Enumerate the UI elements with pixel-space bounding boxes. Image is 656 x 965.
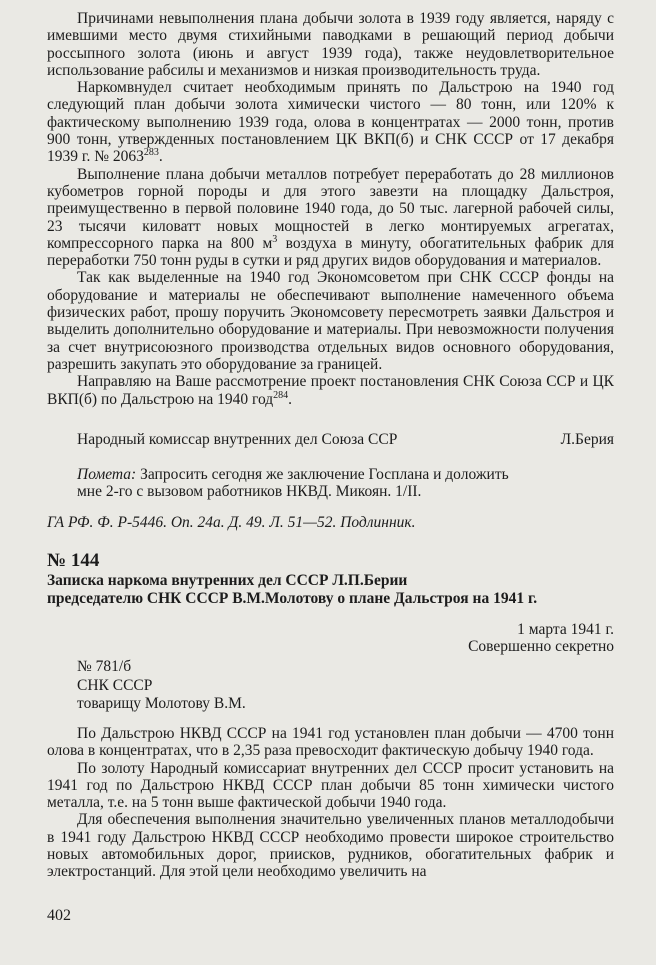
doc1-archive-source: ГА РФ. Ф. Р-5446. Оп. 24а. Д. 49. Л. 51—52. Подлинник.: [47, 514, 416, 531]
doc1-paragraph-1: Причинами невыполнения плана добычи золота в 1939 году является, наряду с имевшими место двумя стихийными паводками в решающий период добычи россыпного золота (июнь и август 1939 года), также неудовлетворительное использование рабсилы и механизмов и низкая производительность труда.: [47, 10, 614, 79]
doc-addressee: [77, 658, 246, 714]
doc1-paragraph-2: Наркомвнудел считает необходимым принять по Дальстрою на 1940 год следующий план добычи золота химически чистого — 80 тонн, или 120% к фактическому выполнению 1939 года, олова в концентратах — 2000 тонн, против 900 тонн, утвержденных постановлением ЦК ВКП(б) и СНК СССР от 17 декабря 1939 г. № 2063$^{283}$.: [47, 79, 614, 166]
doc-date-secrecy: [468, 621, 614, 656]
doc-number: № 144: [47, 550, 100, 571]
doc-secrecy: Совершенно секретно: [468, 638, 614, 656]
addressee-org: СНК СССР: [77, 676, 153, 694]
doc2-body: [47, 725, 614, 881]
doc1-body: [47, 10, 614, 408]
doc1-paragraph-4: Так как выделенные на 1940 год Экономсоветом при СНК СССР фонды на оборудование и материалы не обеспечивают выполнение намеченного объема физических работ, прошу поручить Экономсовету пересмотреть заявки Дальстроя и выделить дополнительно оборудование и материалы. При невозможности получения за счет внутрисоюзного производства отдельных видов основного оборудования, разрешить закупать это оборудование за границей.: [47, 269, 614, 373]
doc2-paragraph-2: По золоту Народный комиссариат внутренних дел СССР просит установить на 1941 год по Дальстрою НКВД СССР план добычи 85 тонн химически чистого металла, т.е. на 5 тонн выше фактической добычи 1940 года.: [47, 759, 614, 812]
addressee-person: товарищу Молотову В.М.: [77, 695, 246, 713]
signatory-title: Народный комиссар внутренних дел Союза ССР: [77, 431, 398, 448]
doc1-paragraph-3: Выполнение плана добычи металлов потребует переработать до 28 миллионов кубометров горной породы и для этого завезти на площадку Дальстроя, преимущественно в первой половине 1940 года, до 50 тыс. лагерной рабочей силы, 23 тысячи киловатт новых мощностей в легко монтируемых агрегатах, компрессорного парка на 800 $м^3$ воздуха в минуту, обогатительных фабрик для переработки 750 тонн руды в сутки и ряд других видов оборудования и материалов.: [47, 165, 614, 270]
registration-number: № 781/б: [77, 658, 132, 675]
signatory-name: Л.Берия: [560, 431, 614, 448]
doc2-paragraph-3: Для обеспечения выполнения значительно увеличенных планов металлодобычи в 1941 году Дальстрою НКВД СССР необходимо провести широкое строительство новых автомобильных дорог, приисков, рудников, обогатительных фабрик и электростанций. Для этой цели необходимо увеличить на: [47, 811, 614, 881]
doc-title: Записка наркома внутренних дел СССР Л.П.Берии председателю СНК СССР В.М.Молотову о плане Дальстроя на 1941 г.: [47, 572, 538, 607]
footnote-ref-283: 283: [143, 147, 159, 159]
doc1-paragraph-5: Направляю на Ваше рассмотрение проект постановления СНК Союза ССР и ЦК ВКП(б) по Дальстрою на 1940 год$^{284}$.: [47, 373, 614, 408]
note-label: Помета:: [77, 466, 137, 483]
page-number: 402: [47, 907, 71, 924]
doc1-note: Помета: Запросить сегодня же заключение Госплана и доложить мне 2-го с вызовом работников НКВД. Микоян. 1/II.: [77, 466, 547, 501]
footnote-ref-284: 284: [273, 389, 289, 401]
doc1-signature: [77, 431, 614, 449]
doc-date: 1 марта 1941 г.: [517, 621, 614, 638]
note-line-2: мне 2-го с вызовом работников НКВД. Микоян. 1/II.: [77, 483, 422, 501]
doc2-paragraph-1: По Дальстрою НКВД СССР на 1941 год установлен план добычи — 4700 тонн олова в концентратах, что в 2,35 раза превосходит фактическую добычу 1940 года.: [47, 725, 614, 760]
